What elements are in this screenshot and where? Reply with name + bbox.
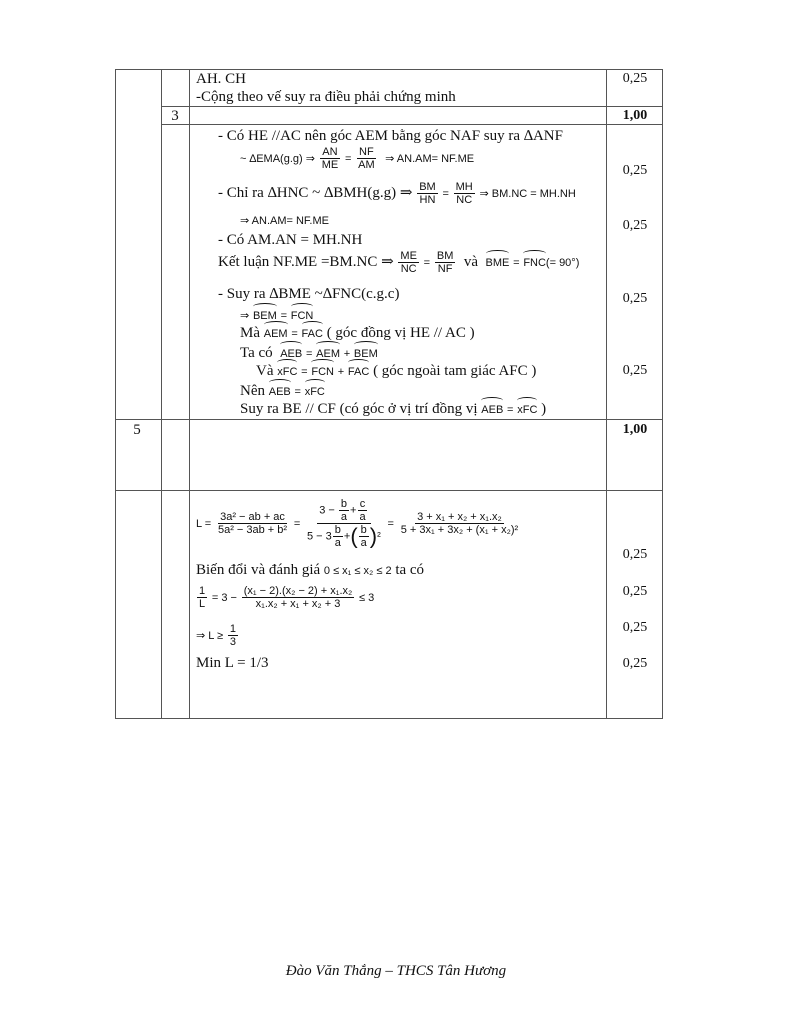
table-border-right [662, 69, 663, 719]
proof-line-10: Ta có AEB = AEM + BEM [240, 345, 378, 361]
proof-line-5: - Có AM.AN = MH.NH [218, 232, 363, 248]
angle-fnc: FNC [523, 252, 546, 272]
proof-line-4: ⇒ AN.AM= NF.ME [240, 215, 329, 227]
angle-fac-2: FAC [348, 361, 369, 381]
fraction-L-1: $\frac{\text{3a² − ab + ac}}{\text{5a² − 3ab + b²}}$ [217, 511, 288, 537]
angle-bme: BME [486, 252, 510, 272]
score-q5-4: 0,25 [622, 656, 648, 671]
proof-line-12: Nên AEB = xFC [240, 383, 325, 399]
fraction-c-a: $\frac{c}{a}$ [359, 498, 366, 524]
angle-aem: AEM [264, 323, 288, 343]
part-number-3: 3 [171, 108, 179, 124]
text-ah-ch: AH. CH [196, 71, 247, 87]
angle-xfc: xFC [277, 361, 297, 381]
angle-aeb-2: AEB [269, 381, 291, 401]
angle-xfc-3: xFC [517, 399, 537, 419]
fraction-L-2: 3 − $\frac{b}{a}$ + $\frac{c}{a}$ 5 − 3 $\frac{b}{a}$ +( $\frac{b}{a}$ )² [307, 498, 381, 550]
table-border-col1 [161, 69, 162, 719]
fraction-mh-nc: $\frac{MH}{NC}$ [455, 181, 473, 206]
proof-line-6: Kết luận NF.ME =BM.NC ⇒ $\frac{ME}{NC}$ = $\frac{BM}{NF}$ và BME = FNC(= 90°) [218, 250, 580, 275]
score-top: 0,25 [622, 71, 648, 86]
angle-bem: BEM [253, 305, 277, 325]
angle-xfc-2: xFC [305, 381, 325, 401]
table-border-bottom [115, 718, 663, 719]
fraction-1-3: $\frac{1}{3}$ [229, 623, 236, 648]
proof-line-7: - Suy ra ∆BME ~∆FNC(c.g.c) [218, 286, 400, 302]
row-divider-q5-top [115, 419, 663, 420]
score-part3-1: 0,25 [622, 163, 648, 178]
proof-line-2: ~ ∆EMA(g.g) ⇒ $\frac{AN}{ME}$ = $\frac{NF}{AM}$ ⇒ AN.AM= NF.ME [240, 146, 475, 171]
evaluate-line: Biến đổi và đánh giá 0 ≤ x₁ ≤ x₂ ≤ 2 ta có [196, 562, 425, 578]
row-divider-part3-top [161, 106, 663, 107]
score-q5-3: 0,25 [622, 620, 648, 635]
q5-total-score: 1,00 [622, 422, 648, 437]
angle-bem-2: BEM [354, 343, 378, 363]
L-bound-line: ⇒ L ≥ $\frac{1}{3}$ [196, 623, 236, 648]
angle-aeb: AEB [280, 343, 302, 363]
fraction-bm-nf: $\frac{BM}{NF}$ [436, 250, 454, 275]
fraction-b-a: $\frac{b}{a}$ [340, 498, 348, 524]
angle-fcn-2: FCN [311, 361, 334, 381]
proof-line-8: ⇒ BEM = FCN [240, 305, 313, 325]
row-divider-part3-header [161, 124, 663, 125]
fraction-L-3: $\frac{\text{3 + x₁ + x₂ + x₁.x₂}}{\text{5 + 3x₁ + 3x₂ + (x₁ + x₂)²}}$ [400, 511, 519, 537]
angle-aem-2: AEM [316, 343, 340, 363]
table-border-col2 [189, 69, 190, 719]
proof-line-11: Và xFC = FCN + FAC ( góc ngoài tam giác AFC ) [256, 363, 537, 379]
proof-line-13: Suy ra BE // CF (có góc ở vị trí đồng vị AEB = xFC ) [240, 401, 547, 417]
part3-total-score: 1,00 [622, 108, 648, 123]
fraction-x-expression: $\frac{\text{(x₁ − 2).(x₂ − 2) + x₁.x₂}}{\text{x₁.x₂ + x₁ + x₂ + 3}}$ [243, 585, 353, 610]
score-part3-2: 0,25 [622, 218, 648, 233]
inequality-line: $\frac{1}{L}$ = 3 − $\frac{\text{(x₁ − 2).(x₂ − 2) + x₁.x₂}}{\text{x₁.x₂ + x₁ + x₂ + 3}}$ ≤ 3 [199, 585, 375, 610]
fraction-b-a-3: $\frac{b}{a}$ [360, 524, 367, 550]
angle-fac: FAC [302, 323, 323, 343]
fraction-bm-hn: $\frac{BM}{HN}$ [419, 181, 436, 206]
fraction-nf-am: $\frac{NF}{AM}$ [358, 146, 375, 171]
score-part3-3: 0,25 [622, 291, 648, 306]
formula-L: L = $\frac{\text{3a² − ab + ac}}{\text{5a² − 3ab + b²}}$ = 3 − $\frac{b}{a}$ + $\frac{c}{a}$ 5 − 3 $\frac{b}{a}$ +( $\frac{b}{a}$ )² = $\frac{\text{3 + x₁ + x₂ + x₁.x₂}}{\text{5 + 3x₁ + 3x₂ + (x₁ + x₂)²}}$ [196, 498, 519, 550]
proof-line-9: Mà AEM = FAC ( góc đồng vị HE // AC ) [240, 325, 475, 341]
angle-fcn: FCN [291, 305, 314, 325]
proof-line-2-pre: ~ ∆EMA(g.g) ⇒ [240, 152, 315, 165]
text-add-both-sides: -Cộng theo vế suy ra điều phải chứng minh [196, 89, 456, 105]
score-part3-4: 0,25 [622, 363, 648, 378]
row-divider-q5-header [115, 490, 663, 491]
page-footer: Đào Văn Thắng – THCS Tân Hương [285, 963, 507, 979]
fraction-me-nc: $\frac{ME}{NC}$ [400, 250, 417, 275]
proof-line-1: - Có HE //AC nên góc AEM bằng góc NAF suy ra ∆ANF [218, 128, 563, 144]
score-q5-2: 0,25 [622, 584, 648, 599]
fraction-b-a-2: $\frac{b}{a}$ [334, 524, 341, 550]
table-border-col3 [606, 69, 607, 719]
proof-line-3: - Chỉ ra ∆HNC ~ ∆BMH(g.g) ⇒ $\frac{BM}{HN}$ = $\frac{MH}{NC}$ ⇒ BM.NC = MH.NH [218, 181, 576, 206]
angle-aeb-3: AEB [481, 399, 503, 419]
score-q5-1: 0,25 [622, 547, 648, 562]
min-L-result: Min L = 1/3 [196, 655, 269, 671]
question-number-5: 5 [133, 422, 141, 438]
fraction-1-L: $\frac{1}{L}$ [199, 585, 206, 610]
table-border-left [115, 69, 116, 719]
fraction-an-me: $\frac{AN}{ME}$ [321, 146, 339, 171]
